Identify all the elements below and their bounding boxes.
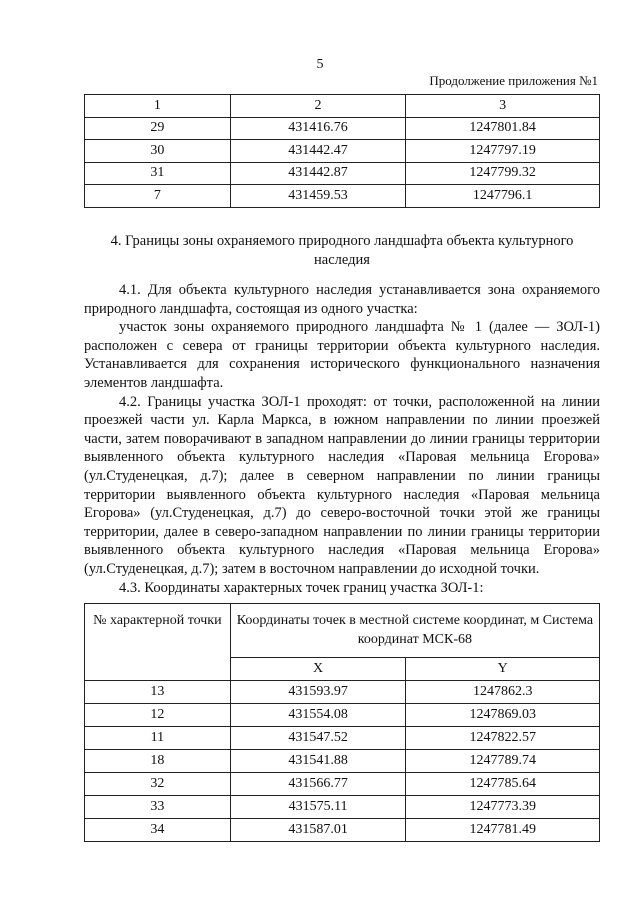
table-row (85, 819, 600, 842)
y-coordinate: 1247799.32 (406, 162, 600, 185)
zol-1-coordinates-table (84, 603, 600, 842)
x-coordinate: 431547.52 (230, 727, 406, 750)
y-coordinate: 1247801.84 (406, 117, 600, 140)
point-number-header: № характерной точки (85, 604, 231, 681)
table-row (85, 773, 600, 796)
body-text (84, 281, 600, 597)
y-header: Y (406, 658, 600, 681)
point-number: 34 (85, 819, 231, 842)
point-number: 18 (85, 750, 231, 773)
y-coordinate: 1247797.19 (406, 140, 600, 163)
coordinates-table-continued (84, 94, 600, 208)
paragraph-zol-1-description: участок зоны охраняемого природного ландшафта № 1 (далее — ЗОЛ-1) расположен с севера от границы территории объекта культурного наследия. Устанавливается для сохранения исторического функционального назначения элементов ландшафта. (84, 319, 600, 391)
x-coordinate: 431554.08 (230, 704, 406, 727)
coordinates-header: Координаты точек в местной системе координат, м Система координат МСК-68 (230, 604, 599, 658)
page-number: 5 (316, 57, 324, 72)
x-coordinate: 431593.97 (230, 681, 406, 704)
paragraph-4-2: 4.2. Границы участка ЗОЛ-1 проходят: от точки, расположенной на линии проезжей части ул. Карла Маркса, в южном направлении по линии проезжей части, затем поворачивают в западном направлении до линии границы территории выявленного объекта культурного наследия «Паровая мельница Егорова» (ул.Студенецкая, д.7); далее в северном направлении по линии границы территории выявленного объекта культурного наследия «Паровая мельница Егорова» (ул.Студенецкая, д.7) до северо-восточной точки этой же границы территории, далее в северо-западном направлении по линии границы территории выявленного объекта культурного наследия «Паровая мельница Егорова» (ул.Студенецкая, д.7); затем в восточном направлении до исходной точки. (84, 393, 600, 577)
table-row (85, 185, 600, 208)
table-row (85, 140, 600, 163)
y-coordinate: 1247773.39 (406, 796, 600, 819)
paragraph-4-1: 4.1. Для объекта культурного наследия устанавливается зона охраняемого природного ландшафта, состоящая из одного участка: (84, 282, 600, 317)
x-coordinate: 431442.87 (230, 162, 406, 185)
section-heading: 4. Границы зоны охраняемого природного ландшафта объекта культурного наследия (110, 233, 574, 268)
point-number: 13 (85, 681, 231, 704)
table-row (85, 796, 600, 819)
x-header: X (230, 658, 406, 681)
x-coordinate: 431575.11 (230, 796, 406, 819)
x-coordinate: 431416.76 (230, 117, 406, 140)
point-number: 32 (85, 773, 231, 796)
point-number: 11 (85, 727, 231, 750)
x-coordinate: 431459.53 (230, 185, 406, 208)
x-coordinate: 431541.88 (230, 750, 406, 773)
y-coordinate: 1247862.3 (406, 681, 600, 704)
table-row (85, 750, 600, 773)
appendix-label: Продолжение приложения №1 (429, 73, 598, 88)
point-number: 30 (85, 140, 231, 163)
point-number: 12 (85, 704, 231, 727)
table-header-row (85, 95, 600, 118)
y-coordinate: 1247789.74 (406, 750, 600, 773)
y-coordinate: 1247869.03 (406, 704, 600, 727)
table-row (85, 681, 600, 704)
header-cell: 2 (230, 95, 406, 118)
table-row (85, 117, 600, 140)
point-number: 31 (85, 162, 231, 185)
table-row (85, 162, 600, 185)
table-row (85, 704, 600, 727)
paragraph-4-3: 4.3. Координаты характерных точек границ участка ЗОЛ-1: (119, 579, 484, 596)
x-coordinate: 431566.77 (230, 773, 406, 796)
x-coordinate: 431442.47 (230, 140, 406, 163)
header-cell: 1 (85, 95, 231, 118)
point-number: 33 (85, 796, 231, 819)
y-coordinate: 1247822.57 (406, 727, 600, 750)
x-coordinate: 431587.01 (230, 819, 406, 842)
point-number: 7 (85, 185, 231, 208)
header-cell: 3 (406, 95, 600, 118)
y-coordinate: 1247796.1 (406, 185, 600, 208)
y-coordinate: 1247785.64 (406, 773, 600, 796)
y-coordinate: 1247781.49 (406, 819, 600, 842)
table-row (85, 727, 600, 750)
point-number: 29 (85, 117, 231, 140)
